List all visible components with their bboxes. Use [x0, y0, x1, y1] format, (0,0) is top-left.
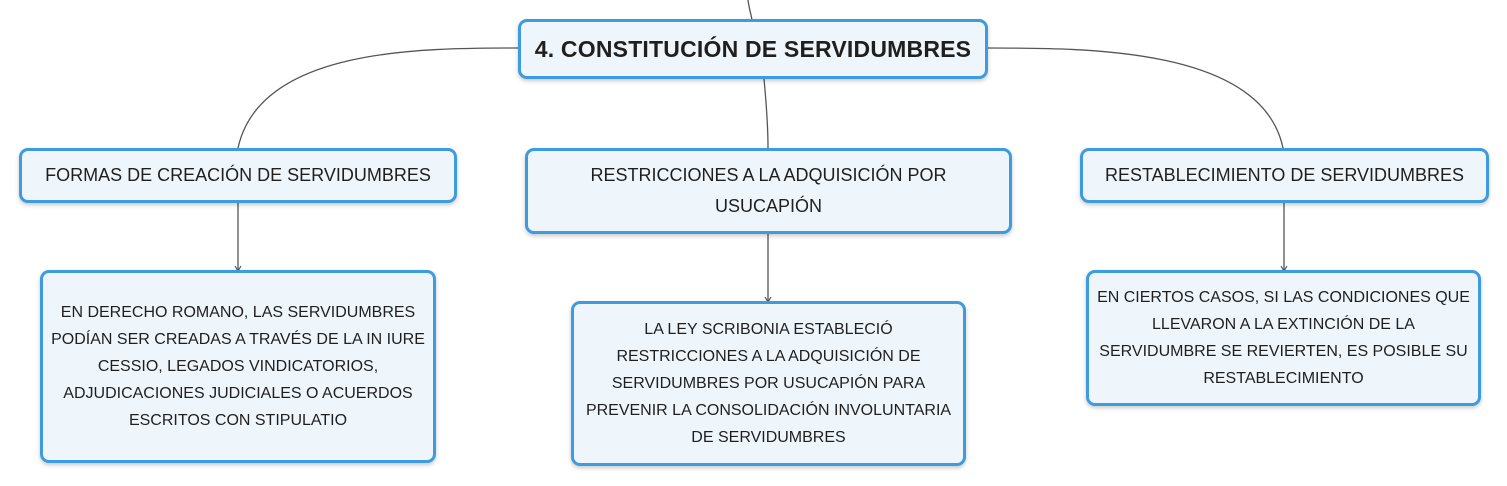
detail-topic-restricciones-usucapion[interactable] [571, 301, 966, 466]
detail-topic-text: EN DERECHO ROMANO, LAS SERVIDUMBRES PODÍAN SER CREADAS A TRAVÉS DE LA IN IURE CESSIO, LEGADOS VINDICATORIOS, ADJUDICACIONES JUDICIALES O ACUERDOS ESCRITOS CON STIPULATIO [51, 304, 425, 429]
branch-topic-restricciones-usucapion[interactable] [525, 148, 1012, 234]
connector-parent-to-root [748, 0, 752, 20]
root-topic-label: 4. CONSTITUCIÓN DE SERVIDUMBRES [534, 35, 972, 62]
connector-root-to-branch-3 [988, 48, 1283, 148]
detail-topic-text: LA LEY SCRIBONIA ESTABLECIÓ RESTRICCIONES A LA ADQUISICIÓN DE SERVIDUMBRES POR USUCAPIÓN PARA PREVENIR LA CONSOLIDACIÓN INVOLUNTARIA DE SERVIDUMBRES [585, 321, 952, 446]
detail-topic-formas-de-creacion[interactable] [40, 270, 436, 463]
connector-root-to-branch-1 [238, 48, 519, 148]
branch-topic-label: FORMAS DE CREACIÓN DE SERVIDUMBRES [45, 165, 431, 185]
branch-topic-label: RESTABLECIMIENTO DE SERVIDUMBRES [1104, 165, 1465, 185]
branch-topic-restablecimiento[interactable] [1080, 148, 1489, 203]
root-topic[interactable] [518, 19, 988, 79]
detail-topic-restablecimiento[interactable] [1086, 270, 1481, 406]
connector-root-to-branch-2 [764, 79, 768, 148]
detail-topic-text: EN CIERTOS CASOS, SI LAS CONDICIONES QUE LLEVARON A LA EXTINCIÓN DE LA SERVIDUMBRE SE REVIERTEN, ES POSIBLE SU RESTABLECIMIENTO [1097, 289, 1470, 387]
branch-topic-formas-de-creacion[interactable] [19, 148, 457, 203]
branch-topic-label: RESTRICCIONES A LA ADQUISICIÓN POR USUCAPIÓN [590, 165, 947, 216]
